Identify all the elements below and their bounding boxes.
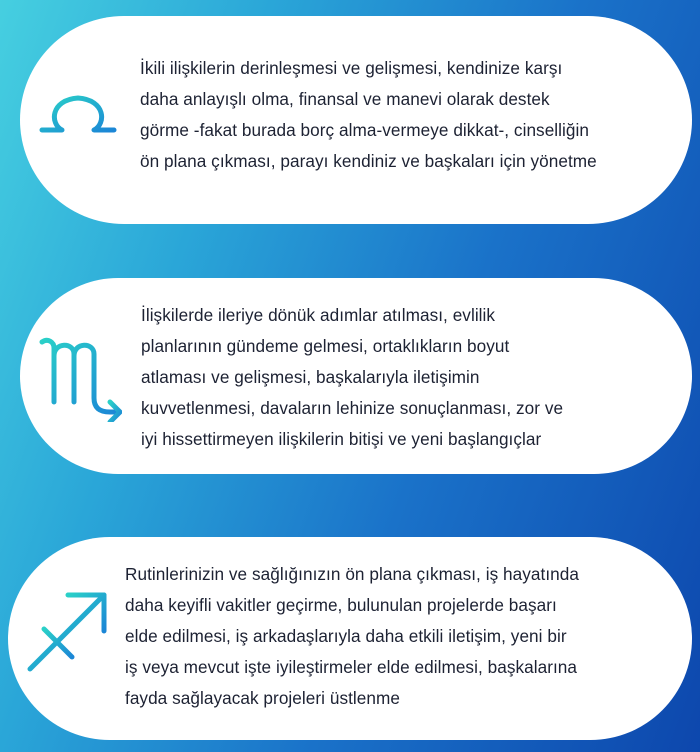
text-line: fayda sağlayacak projeleri üstlenme	[125, 688, 400, 708]
scorpio-card	[20, 278, 692, 474]
sagittarius-description	[125, 559, 670, 714]
libra-card	[20, 16, 692, 224]
text-line: daha anlayışlı olma, finansal ve manevi olarak destek	[140, 89, 550, 109]
text-line: iş veya mevcut işte iyileştirmeler elde edilmesi, başkalarına	[125, 657, 578, 677]
text-line: görme -fakat burada borç alma-vermeye dikkat-, cinselliğin	[140, 120, 590, 140]
text-line: atlaması ve gelişmesi, başkalarıyla iletişimin	[141, 367, 480, 387]
libra-icon	[36, 88, 120, 156]
sagittarius-card	[8, 537, 692, 740]
text-line: İlişkilerde ileriye dönük adımlar atılması, evlilik	[141, 305, 496, 325]
sagittarius-icon	[22, 585, 112, 677]
text-line: kuvvetlenmesi, davaların lehinize sonuçlanması, zor ve	[141, 398, 564, 418]
text-line: iyi hissettirmeyen ilişkilerin bitişi ve yeni başlangıçlar	[141, 429, 542, 449]
text-line: planlarının gündeme gelmesi, ortaklıkların boyut	[141, 336, 510, 356]
text-line: elde edilmesi, iş arkadaşlarıyla daha etkili iletişim, yeni bir	[125, 626, 567, 646]
text-line: Rutinlerinizin ve sağlığınızın ön plana çıkması, iş hayatında	[125, 564, 579, 584]
scorpio-icon	[38, 332, 122, 422]
text-line: İkili ilişkilerin derinleşmesi ve gelişmesi, kendinize karşı	[140, 58, 563, 78]
text-line: daha keyifli vakitler geçirme, bulunulan projelerde başarı	[125, 595, 557, 615]
text-line: ön plana çıkması, parayı kendiniz ve başkaları için yönetme	[140, 151, 597, 171]
libra-description	[140, 53, 670, 177]
scorpio-description	[141, 300, 661, 455]
